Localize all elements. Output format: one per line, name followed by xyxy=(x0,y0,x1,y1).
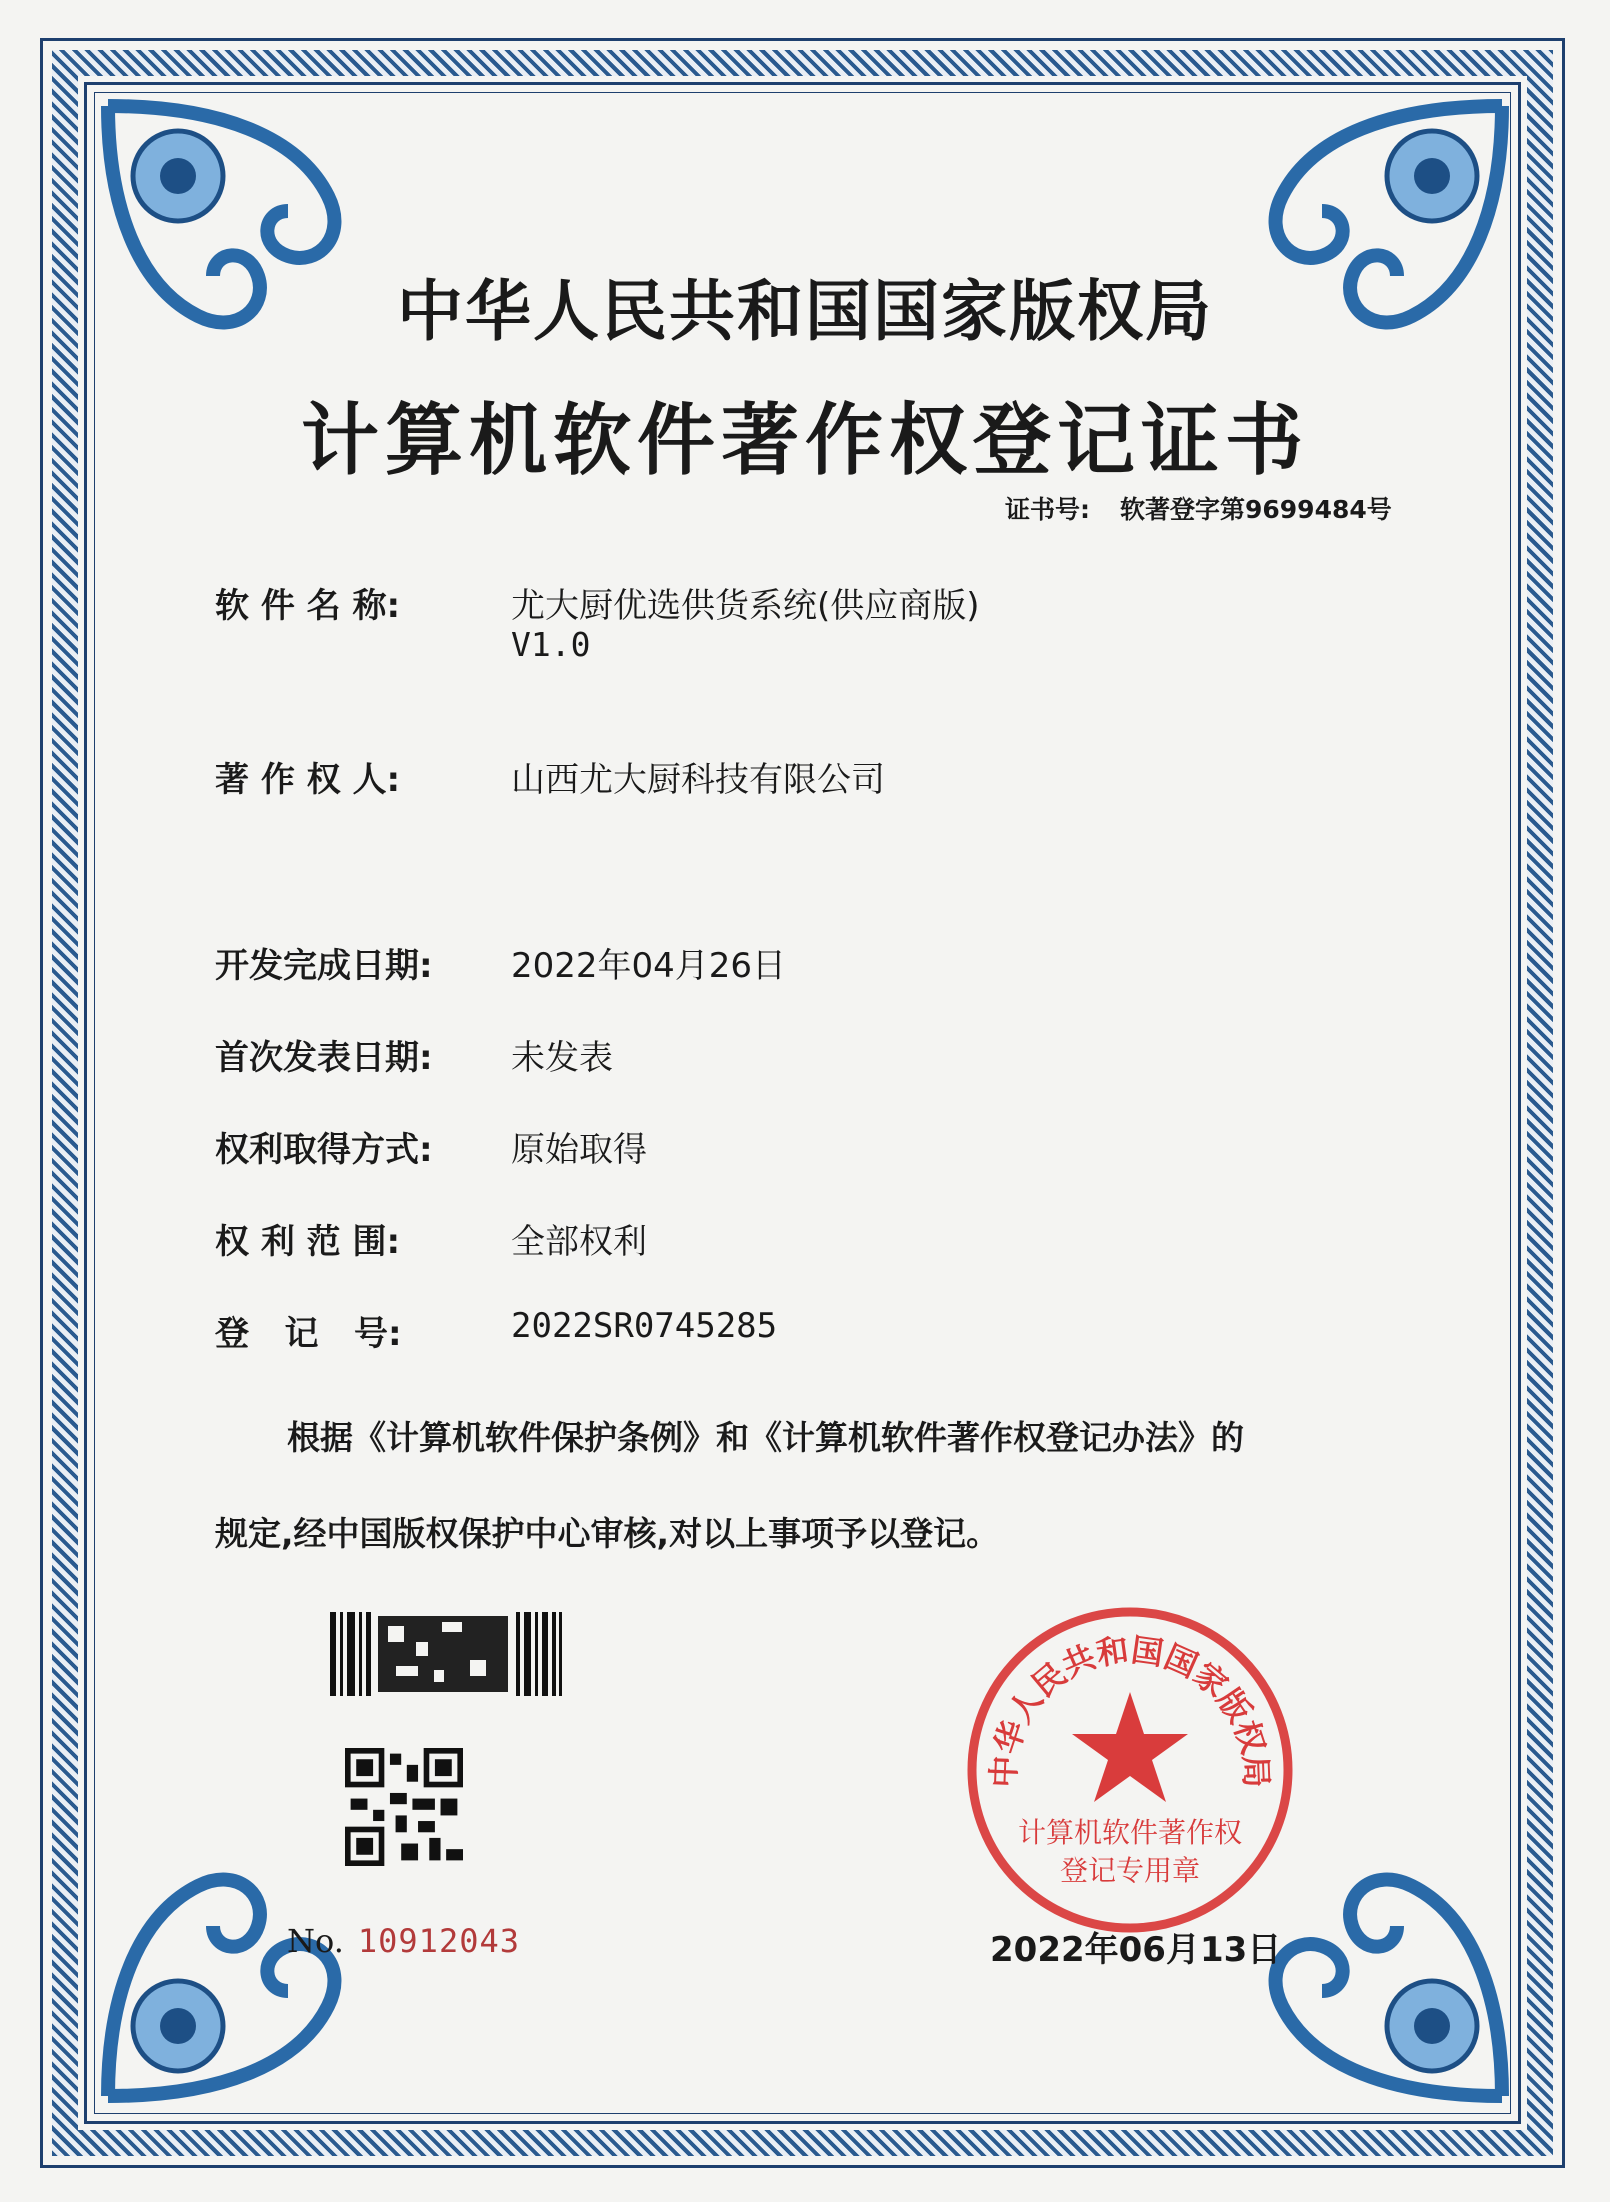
seal-outer-text: 中华人民共和国国家版权局 xyxy=(984,1630,1276,1789)
certificate-number xyxy=(1005,490,1392,526)
field-first-publication-date xyxy=(215,1030,613,1079)
acquisition-method-value: 原始取得 xyxy=(511,1130,647,1170)
registration-no-value: 2022SR0745285 xyxy=(511,1306,778,1346)
seal-inner-line-2: 登记专用章 xyxy=(1059,1854,1201,1887)
field-registration-no xyxy=(215,1306,778,1355)
seal-inner-line-1: 计算机软件著作权 xyxy=(1017,1816,1243,1849)
certificate-number-label: 证书号: xyxy=(1005,495,1090,524)
rights-scope-label: 权 利 范 围: xyxy=(215,1222,401,1262)
corner-ornament-bottom-left xyxy=(98,1846,398,2106)
field-completion-date xyxy=(215,938,787,987)
field-software-name xyxy=(215,578,980,627)
official-seal-image xyxy=(960,1600,1300,1940)
completion-date-value: 2022年04月26日 xyxy=(511,946,787,986)
certificate-title: 计算机软件著作权登记证书 xyxy=(300,395,1309,486)
statement-line-1: 根据《计算机软件保护条例》和《计算机软件著作权登记办法》的 xyxy=(287,1418,1244,1457)
certificate-number-value: 软著登字第9699484号 xyxy=(1120,495,1392,524)
field-acquisition-method xyxy=(215,1122,647,1171)
acquisition-method-label: 权利取得方式: xyxy=(215,1130,433,1170)
rights-scope-value: 全部权利 xyxy=(511,1222,647,1262)
field-copyright-owner xyxy=(215,752,885,801)
copyright-owner-value: 山西尤大厨科技有限公司 xyxy=(511,760,885,800)
field-rights-scope xyxy=(215,1214,647,1263)
issue-date: 2022年06月13日 xyxy=(990,1930,1282,1970)
copyright-owner-label: 著 作 权 人: xyxy=(215,760,401,800)
registration-no-label: 登 记 号: xyxy=(215,1314,402,1354)
serial-value: 10912043 xyxy=(357,1922,520,1960)
software-name-label: 软 件 名 称: xyxy=(215,586,401,626)
qr-code-image xyxy=(345,1748,463,1866)
barcode-image xyxy=(330,1612,562,1696)
first-publication-date-value: 未发表 xyxy=(511,1038,613,1078)
statement-line-2: 规定,经中国版权保护中心审核,对以上事项予以登记。 xyxy=(215,1514,1000,1553)
serial-number xyxy=(287,1922,520,1960)
authority-title: 中华人民共和国国家版权局 xyxy=(397,273,1213,350)
first-publication-date-label: 首次发表日期: xyxy=(215,1038,433,1078)
completion-date-label: 开发完成日期: xyxy=(215,946,433,986)
software-name-value: 尤大厨优选供货系统(供应商版) xyxy=(511,586,980,626)
serial-prefix: No. xyxy=(287,1922,344,1960)
software-version-value: V1.0 xyxy=(511,625,591,664)
